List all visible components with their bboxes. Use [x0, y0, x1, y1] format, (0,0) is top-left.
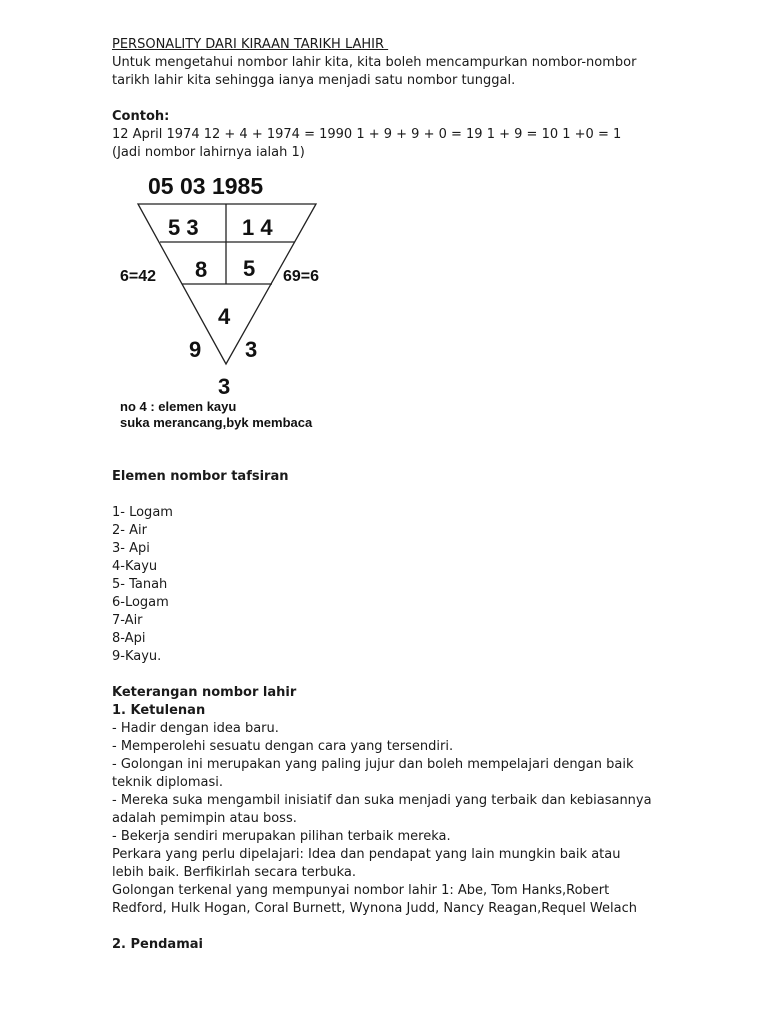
note-line: - Memperolehi sesuatu dengan cara yang tersendiri.	[112, 739, 454, 754]
section-1-notes	[112, 720, 652, 918]
list-item: 1- Logam	[112, 505, 173, 520]
list-item: 5- Tanah	[112, 577, 168, 592]
document-title: PERSONALITY DARI KIRAAN TARIKH LAHIR	[112, 37, 389, 52]
document-body	[112, 36, 652, 954]
example-heading: Contoh:	[112, 109, 170, 124]
description-heading: Keterangan nombor lahir	[112, 685, 297, 700]
note-line: Perkara yang perlu dipelajari: Idea dan pendapat yang lain mungkin baik atau lebih baik. Berfikirlah secara terbuka.	[112, 847, 621, 880]
diagram-low-right: 3	[245, 337, 258, 362]
diagram-note-1: no 4 : elemen kayu	[120, 399, 237, 414]
note-line: - Mereka suka mengambil inisiatif dan suka menjadi yang terbaik dan kebiasannya adalah pemimpin atau boss.	[112, 793, 652, 826]
diagram-date: 05 03 1985	[148, 173, 264, 199]
list-item: 3- Api	[112, 541, 150, 556]
diagram-low-left: 9	[189, 337, 202, 362]
diagram-bottom: 3	[218, 374, 231, 399]
diagram-top-right: 1 4	[242, 215, 273, 240]
note-line: - Bekerja sendiri merupakan pilihan terbaik mereka.	[112, 829, 451, 844]
note-line: - Golongan ini merupakan yang paling jujur dan boleh mempelajari dengan baik teknik diplomasi.	[112, 757, 634, 790]
note-line: Golongan terkenal yang mempunyai nombor lahir 1: Abe, Tom Hanks,Robert Redford, Hulk Hogan, Coral Burnett, Wynona Judd, Nancy Reagan,Requel Welach	[112, 883, 637, 916]
list-item: 9-Kayu.	[112, 649, 162, 664]
section-1-title: 1. Ketulenan	[112, 703, 206, 718]
list-item: 6-Logam	[112, 595, 169, 610]
diagram-top-left: 5 3	[168, 215, 199, 240]
diagram-mid-right: 5	[243, 256, 256, 281]
list-item: 4-Kayu	[112, 559, 158, 574]
birth-number-diagram	[112, 168, 342, 438]
example-text: 12 April 1974 12 + 4 + 1974 = 1990 1 + 9 + 9 + 0 = 19 1 + 9 = 10 1 +0 = 1 (Jadi nombor lahirnya ialah 1)	[112, 127, 622, 160]
diagram-mid-left: 8	[195, 257, 208, 282]
list-item: 2- Air	[112, 523, 147, 538]
intro-paragraph: Untuk mengetahui nombor lahir kita, kita boleh mencampurkan nombor-nombor tarikh lahir kita sehingga ianya menjadi satu nombor tunggal.	[112, 55, 637, 88]
elements-heading: Elemen nombor tafsiran	[112, 469, 289, 484]
list-item: 7-Air	[112, 613, 143, 628]
diagram-svg	[112, 168, 342, 438]
note-line: - Hadir dengan idea baru.	[112, 721, 279, 736]
diagram-side-left: 6=42	[120, 268, 157, 285]
elements-list	[112, 504, 652, 666]
list-item: 8-Api	[112, 631, 146, 646]
diagram-center: 4	[218, 304, 231, 329]
section-2-title: 2. Pendamai	[112, 937, 203, 952]
diagram-side-right: 69=6	[283, 268, 320, 285]
diagram-note-2: suka merancang,byk membaca	[120, 415, 313, 430]
